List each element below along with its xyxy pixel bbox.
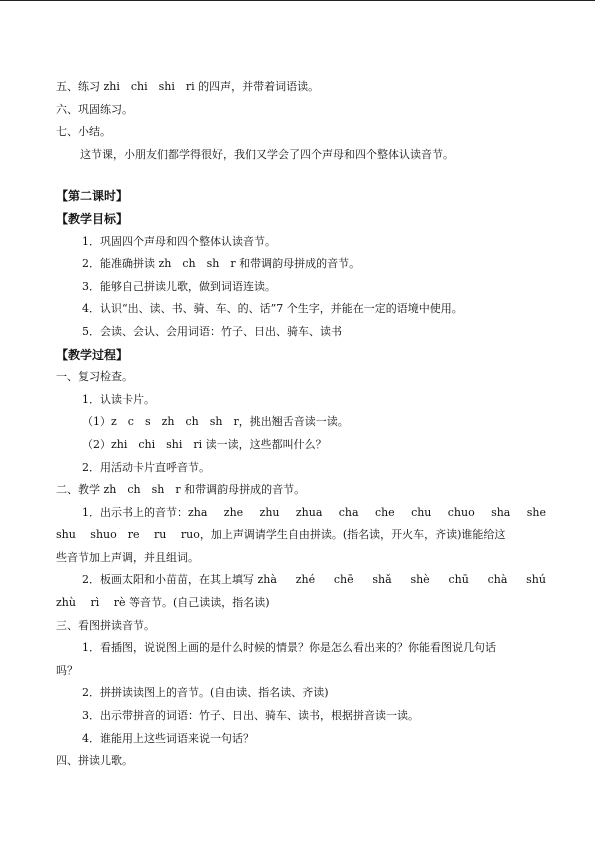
process-1-1a: （1）z c s zh ch sh r，挑出翘舌音读一读。	[82, 415, 349, 429]
goal-2: 2．能准确拼读 zh ch sh r 和带调韵母拼成的音节。	[82, 257, 361, 271]
syllable-text: chà	[487, 573, 508, 587]
process-2-1-line2: shu shuo re ru ruo，加上声调请学生自由拼读。(指名读，开火车，齐读)谁能给这	[56, 528, 506, 542]
syllable-text: chē	[333, 573, 354, 587]
syllable-text: zhu	[259, 505, 280, 519]
syllable-text: zhe	[223, 505, 244, 519]
process-2: 二、教学 zh ch sh r 和带调韵母拼成的音节。	[56, 483, 306, 497]
syllable-text: shǎ	[372, 573, 392, 587]
process-2-1-line1	[56, 502, 546, 525]
process-3: 三、看图拼读音节。	[56, 618, 155, 632]
syllable-text: chū	[448, 573, 469, 587]
process-1-1b: （2）zhi chi shi ri 读一读，这些都叫什么？	[82, 437, 327, 451]
process-4: 四、拼读儿歌。	[56, 754, 133, 768]
syllable-text: chuo	[447, 505, 475, 519]
process-3-4: 4．谁能用上这些词语来说一句话？	[82, 731, 254, 745]
document-body	[56, 76, 546, 773]
goal-1: 1．巩固四个声母和四个整体认读音节。	[82, 234, 276, 248]
heading-goals: 【教学目标】	[56, 211, 129, 226]
syllable-text: shè	[410, 573, 430, 587]
syllable-text: 1．出示书上的音节：zha	[82, 505, 208, 519]
process-3-1-line2: 吗？	[56, 663, 78, 677]
syllable-text: she	[526, 505, 546, 519]
syllable-text: cha	[338, 505, 359, 519]
process-2-2-line2: zhù rì rè 等音节。(自己读读，指名读)	[56, 596, 270, 610]
syllable-text: sha	[491, 505, 511, 519]
heading-lesson-two: 【第二课时】	[56, 189, 129, 204]
process-1: 一、复习检查。	[56, 370, 133, 384]
page-top-border	[0, 0, 595, 1]
process-1-2: 2．用活动卡片直呼音节。	[82, 460, 210, 474]
process-2-1-line3: 些音节加上声调，并且组词。	[56, 550, 199, 564]
goal-3: 3．能够自己拼读儿歌，做到词语连读。	[82, 279, 276, 293]
process-3-2: 2．拼拼读读图上的音节。(自由读、指名读、齐读)	[82, 686, 329, 700]
syllable-text: chu	[411, 505, 432, 519]
syllable-text: 2．板画太阳和小苗苗，在其上填写 zhà	[82, 573, 277, 587]
section-gap	[56, 166, 546, 185]
step-six: 六、巩固练习。	[56, 102, 133, 116]
step-five: 五、练习 zhi chi shi ri 的四声，并带着词语读。	[56, 80, 320, 93]
syllable-text: shú	[526, 573, 546, 587]
goal-4: 4．认识“出、读、书、骑、车、的、话”7 个生字，并能在一定的语境中使用。	[82, 302, 463, 316]
process-3-1-line1: 1．看插图，说说图上画的是什么时候的情景？你是怎么看出来的？你能看图说几句话	[82, 641, 496, 655]
heading-process: 【教学过程】	[56, 347, 129, 362]
syllable-text: che	[374, 505, 395, 519]
process-3-3: 3．出示带拼音的词语：竹子、日出、骑车、读书，根据拼音读一读。	[82, 709, 419, 723]
step-seven: 七、小结。	[56, 125, 111, 139]
process-1-1: 1．认读卡片。	[82, 392, 155, 406]
summary-text: 这节课，小朋友们都学得很好，我们又学会了四个声母和四个整体认读音节。	[80, 147, 454, 161]
process-2-2-line1	[56, 569, 546, 592]
syllable-text: zhé	[295, 573, 316, 587]
goal-5: 5．会读、会认、会用词语：竹子、日出、骑车、读书	[82, 324, 342, 338]
syllable-text: zhua	[295, 505, 323, 519]
